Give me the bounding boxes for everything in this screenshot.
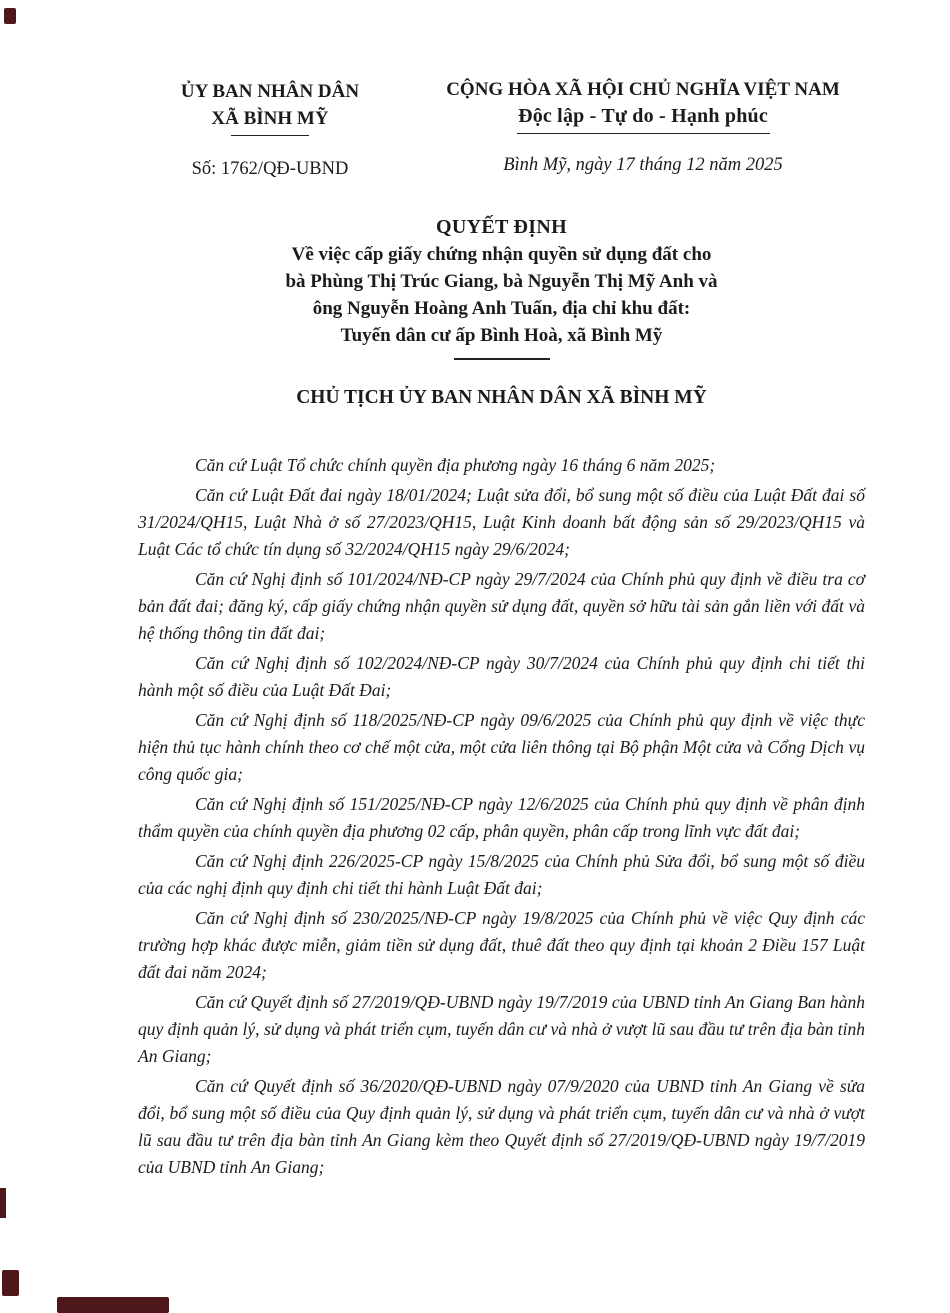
issuing-authority-line1: ỦY BAN NHÂN DÂN bbox=[180, 81, 360, 102]
decision-title-block bbox=[138, 214, 865, 360]
national-title: CỘNG HÒA XÃ HỘI CHỦ NGHĨA VIỆT NAM bbox=[446, 79, 840, 100]
scan-artifact-left-edge bbox=[0, 1188, 6, 1218]
place-date-line: Bình Mỹ, ngày 17 tháng 12 năm 2025 bbox=[503, 155, 783, 175]
legal-basis-paragraph: Căn cứ Quyết định số 36/2020/QĐ-UBND ngày 07/9/2020 của UBND tỉnh An Giang về sửa đổi, bổ sung một số điều của Quy định quản lý, sử dụng và phát triển cụm, tuyến dân cư và nhà ở vượt lũ sau đầu tư trên địa bàn tỉnh An Giang kèm theo Quyết định số 27/2019/QĐ-UBND ngày 19/7/2019 của UBND tỉnh An Giang; bbox=[138, 1076, 865, 1177]
issuing-authority-underline bbox=[231, 135, 309, 136]
national-header-block bbox=[420, 76, 866, 179]
legal-basis-paragraph: Căn cứ Nghị định số 118/2025/NĐ-CP ngày 09/6/2025 của Chính phủ quy định về việc thực hiện thủ tục hành chính theo cơ chế một cửa, một cửa liên thông tại Bộ phận Một cửa và Cổng Dịch vụ công quốc gia; bbox=[138, 710, 865, 784]
scan-artifact-bottom-bar bbox=[57, 1297, 169, 1313]
decision-subtitle-line-2: bà Phùng Thị Trúc Giang, bà Nguyễn Thị Mỹ Anh và bbox=[285, 271, 718, 292]
title-divider bbox=[454, 358, 550, 360]
legal-basis-section bbox=[138, 452, 865, 1181]
legal-basis-paragraph: Căn cứ Nghị định số 101/2024/NĐ-CP ngày 29/7/2024 của Chính phủ quy định về điều tra cơ bản đất đai; đăng ký, cấp giấy chứng nhận quyền sử dụng đất, quyền sở hữu tài sản gắn liền với đất và hệ thống thông tin đất đai; bbox=[138, 569, 865, 643]
decision-subtitle-line-3: ông Nguyễn Hoàng Anh Tuấn, địa chỉ khu đất: bbox=[312, 298, 691, 319]
legal-basis-paragraph: Căn cứ Nghị định số 151/2025/NĐ-CP ngày 12/6/2025 của Chính phủ quy định về phân định thẩm quyền của chính quyền địa phương 02 cấp, phân quyền, phân cấp trong lĩnh vực đất đai; bbox=[138, 794, 865, 841]
legal-basis-paragraph: Căn cứ Luật Tổ chức chính quyền địa phương ngày 16 tháng 6 năm 2025; bbox=[195, 455, 716, 475]
legal-basis-paragraph: Căn cứ Nghị định 226/2025-CP ngày 15/8/2025 của Chính phủ Sửa đổi, bổ sung một số điều của các nghị định quy định chi tiết thi hành Luật Đất đai; bbox=[138, 851, 865, 898]
issuer-title-line: CHỦ TỊCH ỦY BAN NHÂN DÂN XÃ BÌNH MỸ bbox=[296, 387, 707, 408]
issuing-authority-line2: XÃ BÌNH MỸ bbox=[211, 108, 329, 129]
legal-basis-paragraph: Căn cứ Nghị định số 102/2024/NĐ-CP ngày 30/7/2024 của Chính phủ quy định chi tiết thi hành một số điều của Luật Đất Đai; bbox=[138, 653, 865, 700]
document-number: Số: 1762/QĐ-UBND bbox=[191, 159, 349, 179]
issuing-authority-block bbox=[148, 78, 392, 183]
scan-artifact-bottom-left bbox=[2, 1270, 19, 1296]
decision-subtitle-line-4: Tuyến dân cư ấp Bình Hoà, xã Bình Mỹ bbox=[340, 325, 663, 346]
legal-basis-paragraph: Căn cứ Luật Đất đai ngày 18/01/2024; Luật sửa đổi, bổ sung một số điều của Luật Đất đai số 31/2024/QH15, Luật Nhà ở số 27/2023/QH15, Luật Kinh doanh bất động sản số 29/2023/QH15 và Luật Các tổ chức tín dụng số 32/2024/QH15 ngày 29/6/2024; bbox=[138, 485, 865, 559]
legal-basis-paragraph: Căn cứ Nghị định số 230/2025/NĐ-CP ngày 19/8/2025 của Chính phủ về việc Quy định các trường hợp khác được miễn, giảm tiền sử dụng đất, thuê đất theo quy định tại khoản 2 Điều 157 Luật đất đai năm 2024; bbox=[138, 908, 865, 982]
national-motto-underline bbox=[517, 133, 770, 134]
legal-basis-paragraph: Căn cứ Quyết định số 27/2019/QĐ-UBND ngày 19/7/2019 của UBND tỉnh An Giang Ban hành quy định quản lý, sử dụng và phát triển cụm, tuyến dân cư và nhà ở vượt lũ sau đầu tư trên địa bàn tỉnh An Giang; bbox=[138, 992, 865, 1066]
document-header bbox=[0, 0, 950, 214]
decision-subtitle-line-1: Về việc cấp giấy chứng nhận quyền sử dụng đất cho bbox=[291, 244, 712, 265]
decision-label: QUYẾT ĐỊNH bbox=[436, 216, 567, 238]
national-motto: Độc lập - Tự do - Hạnh phúc bbox=[518, 105, 768, 127]
